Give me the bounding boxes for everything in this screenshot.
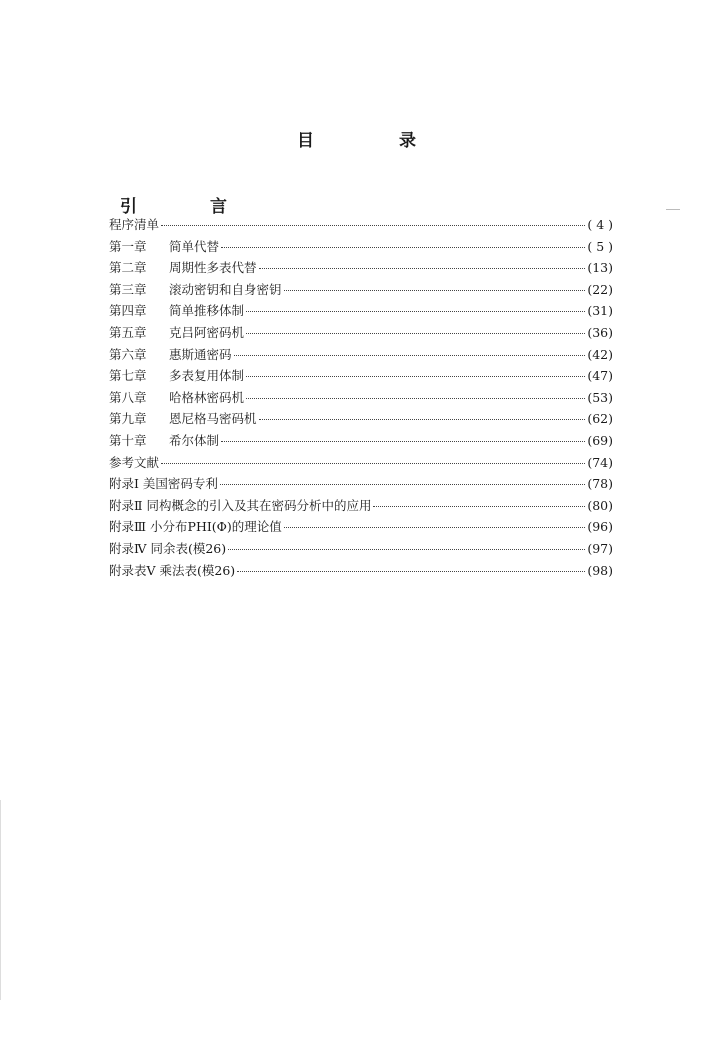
toc-entry-title: 哈格林密码机 [169, 389, 245, 405]
toc-entry [109, 301, 613, 323]
toc-page-number: (47) [587, 368, 613, 384]
toc-dot-leader [228, 549, 585, 550]
toc-page-number: (96) [587, 519, 613, 535]
toc-dot-leader [284, 290, 586, 291]
toc-page-number: (98) [587, 562, 613, 578]
toc-entry-title: 简单代替 [169, 238, 220, 254]
toc-entry [109, 237, 613, 259]
toc-dot-leader [246, 311, 585, 312]
toc-entry-label [109, 388, 244, 406]
scan-mark [0, 800, 1, 1000]
toc-entry-title: 附录Ⅲ 小分布PHI(Φ)的理论值 [109, 519, 282, 535]
toc-entry [109, 409, 613, 431]
toc-dot-leader [221, 247, 585, 248]
toc-entry [109, 496, 613, 518]
toc-entry [109, 474, 613, 496]
toc-chapter-number: 第六章 [109, 346, 147, 362]
toc-page-number: (74) [587, 454, 613, 470]
toc-entry [109, 345, 613, 367]
toc-dot-leader [237, 571, 585, 572]
toc-entry [109, 517, 613, 539]
toc-dot-leader [246, 333, 585, 334]
toc-entry-label [109, 345, 232, 363]
toc-chapter-number: 第五章 [109, 324, 147, 340]
toc-entry-title: 附录Ⅳ 同余表(模26) [109, 540, 227, 556]
toc-entry-label [109, 453, 159, 471]
toc-entry [109, 453, 613, 475]
toc-chapter-number: 第一章 [109, 238, 147, 254]
intro-heading: 引 言 [120, 197, 255, 217]
toc-entry [109, 388, 613, 410]
toc-entry-title: 附录Ⅱ 同构概念的引入及其在密码分析中的应用 [109, 497, 372, 513]
toc-dot-leader [220, 484, 585, 485]
toc-entry [109, 561, 613, 583]
toc-entry-label [109, 561, 235, 579]
toc-entry-label [109, 431, 219, 449]
toc-entry-title: 克吕阿密码机 [169, 324, 245, 340]
toc-entry-label [109, 366, 244, 384]
toc-page-number: (42) [587, 346, 613, 362]
toc-page-number: (53) [587, 389, 613, 405]
toc-entry-label [109, 517, 282, 535]
toc-entry-title: 恩尼格马密码机 [169, 411, 257, 427]
toc-entry [109, 215, 613, 237]
toc-entry-title: 惠斯通密码 [169, 346, 232, 362]
toc-chapter-number: 第四章 [109, 303, 147, 319]
toc-entry-label [109, 301, 244, 319]
toc-entry-label [109, 280, 282, 298]
toc-chapter-number: 第八章 [109, 389, 147, 405]
toc-page-number: (62) [587, 411, 613, 427]
toc-chapter-number: 第三章 [109, 281, 147, 297]
toc-chapter-number: 第七章 [109, 368, 147, 384]
toc-entry-title: 程序清单 [109, 217, 160, 232]
toc-entry [109, 258, 613, 280]
toc-entry-title: 简单推移体制 [169, 303, 245, 319]
toc-dot-leader [161, 225, 585, 226]
toc-page-number: (13) [587, 260, 613, 276]
toc-entry-label [109, 474, 218, 492]
toc-dot-leader [259, 268, 586, 269]
toc-dot-leader [284, 527, 586, 528]
toc-entry [109, 431, 613, 453]
toc-entry-title: 希尔体制 [169, 432, 220, 448]
toc-page-number: (36) [587, 324, 613, 340]
toc-dot-leader [246, 398, 585, 399]
toc-entry-title: 附录表Ⅴ 乘法表(模26) [109, 562, 236, 578]
toc-chapter-number: 第二章 [109, 260, 147, 276]
toc-page-number: ( 4 ) [587, 217, 613, 232]
scan-mark [666, 209, 680, 210]
toc-page-number: (22) [587, 281, 613, 297]
table-of-contents [109, 215, 613, 582]
toc-entry-title: 多表复用体制 [169, 368, 245, 384]
toc-dot-leader [221, 441, 585, 442]
toc-page-number: (97) [587, 540, 613, 556]
toc-entry [109, 366, 613, 388]
toc-entry-label [109, 539, 226, 557]
toc-chapter-number: 第九章 [109, 411, 147, 427]
toc-entry-title: 周期性多表代替 [169, 260, 257, 276]
toc-entry-label [109, 237, 219, 255]
toc-page-number: ( 5 ) [587, 238, 613, 254]
toc-entry-title: 附录Ⅰ 美国密码专利 [109, 476, 218, 492]
toc-entry-label [109, 496, 371, 514]
toc-page-number: (80) [587, 497, 613, 513]
toc-chapter-number: 第十章 [109, 432, 147, 448]
toc-entry-label [109, 215, 159, 233]
page-title: 目 录 [297, 131, 450, 151]
toc-dot-leader [246, 376, 585, 377]
toc-entry-label [109, 409, 257, 427]
toc-dot-leader [161, 463, 585, 464]
toc-entry [109, 323, 613, 345]
toc-entry [109, 539, 613, 561]
toc-dot-leader [259, 419, 586, 420]
toc-entry-title: 滚动密钥和自身密钥 [169, 281, 282, 297]
toc-dot-leader [373, 506, 585, 507]
toc-page-number: (31) [587, 303, 613, 319]
toc-entry-label [109, 258, 257, 276]
toc-page-number: (78) [587, 476, 613, 492]
toc-entry-title: 参考文献 [109, 454, 160, 470]
toc-entry [109, 280, 613, 302]
toc-dot-leader [234, 355, 586, 356]
toc-page-number: (69) [587, 432, 613, 448]
toc-entry-label [109, 323, 244, 341]
